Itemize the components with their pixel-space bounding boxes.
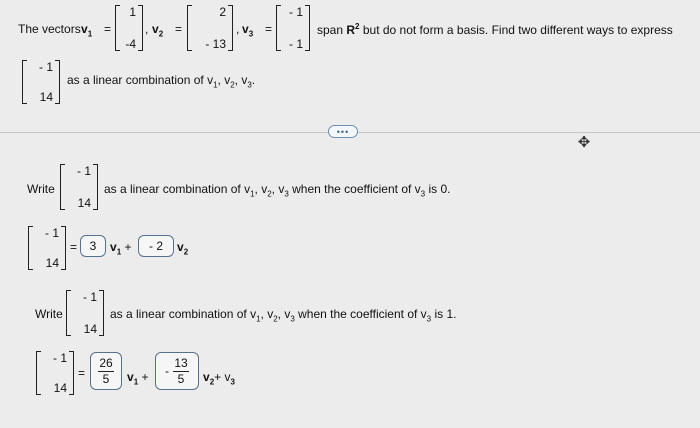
part2-instructions: as a linear combination of $v_1$, $v_2$, $v_3$ when the coefficient of $v_3$ is 1.: [110, 307, 457, 324]
part1-instructions: as a linear combination of $v_1$, $v_2$, $v_3$ when the coefficient of $v_3$ is 0.: [104, 182, 451, 199]
v3-entry-1: - 1: [288, 5, 303, 19]
part1-target-vector: [60, 164, 98, 210]
part1-target-entry-1: - 1: [76, 164, 91, 178]
part2-coefficient-v2-input[interactable]: [155, 352, 199, 390]
comma: ,: [145, 22, 149, 36]
part1-v1-term: $v_1$ +: [110, 240, 132, 257]
part2-c2-numerator: 13: [174, 355, 188, 370]
part2-coefficient-v1-fraction: [98, 357, 114, 386]
part1-answer-target-entry-1: - 1: [44, 226, 59, 240]
part1-coefficient-v1-value: 3: [89, 239, 97, 253]
part2-target-entry-2: 14: [83, 322, 97, 336]
comma: ,: [236, 22, 240, 36]
part2-c1-denominator: 5: [102, 371, 110, 386]
part2-c2-denominator: 5: [177, 371, 185, 386]
part2-v2-v3-term: $v_2+ v_3$: [203, 370, 235, 387]
part2-c1-numerator: 26: [99, 355, 113, 370]
part2-answer-target-entry-1: - 1: [52, 351, 67, 365]
part2-equals: =: [78, 366, 86, 380]
more-button[interactable]: •••: [328, 125, 358, 138]
part1-answer-target-vector: [28, 226, 66, 270]
problem-rest-text: span $R^2$ but do not form a basis. Find two different ways to express: [317, 22, 673, 37]
part1-coefficient-v2-value: - 2: [148, 239, 163, 253]
v2-entry-1: 2: [219, 5, 226, 19]
vector-v3: [276, 5, 310, 51]
part2-v1-term: $v_1$ +: [127, 370, 149, 387]
v2-label: $v_2$: [152, 22, 164, 39]
vector-v2: [187, 5, 233, 51]
equals-sign: =: [265, 22, 273, 36]
v3-label: $v_3$: [242, 22, 254, 39]
v1-entry-1: 1: [129, 5, 136, 19]
part1-write-label: Write: [27, 182, 55, 196]
target-entry-2: 14: [39, 90, 53, 104]
part1-coefficient-v2-input[interactable]: [138, 235, 174, 257]
problem-combo-text: as a linear combination of $v_1$, $v_2$, $v_3$.: [67, 73, 256, 90]
part2-answer-target-vector: [36, 351, 74, 395]
part1-equals: =: [70, 240, 78, 254]
part1-v2-term: $v_2$: [177, 240, 189, 257]
move-icon[interactable]: ✥: [577, 134, 591, 151]
v2-entry-2: - 13: [205, 37, 226, 51]
part2-coefficient-v2-fraction: [173, 357, 189, 386]
part2-target-vector: [66, 290, 104, 336]
equals-sign: =: [104, 22, 112, 36]
part2-c2-sign: -: [165, 364, 169, 378]
part2-target-entry-1: - 1: [82, 290, 97, 304]
part1-coefficient-v1-input[interactable]: [80, 235, 106, 257]
v1-label: $v_1$: [81, 22, 93, 39]
part1-target-entry-2: 14: [77, 196, 91, 210]
problem-intro: The vectors: [18, 22, 81, 36]
equals-sign: =: [175, 22, 183, 36]
target-entry-1: - 1: [38, 60, 53, 74]
v1-entry-2: -4: [125, 37, 136, 51]
part2-coefficient-v1-input[interactable]: [90, 352, 122, 390]
target-vector: [22, 60, 60, 104]
vector-v1: [115, 5, 143, 51]
v3-entry-2: - 1: [288, 37, 303, 51]
part1-answer-target-entry-2: 14: [45, 256, 59, 270]
part2-answer-target-entry-2: 14: [53, 381, 67, 395]
part2-write-label: Write: [35, 307, 63, 321]
